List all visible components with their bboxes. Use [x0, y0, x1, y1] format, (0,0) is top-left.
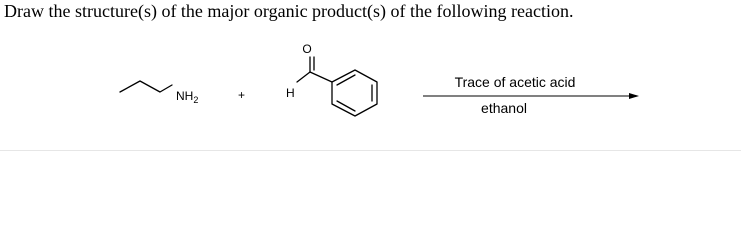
benzaldehyde-structure	[286, 42, 377, 116]
benzene-ring	[332, 70, 377, 116]
amine-group-label: $NH_2$	[176, 89, 199, 105]
reaction-arrow-group	[423, 74, 639, 116]
reaction-arrow-head	[629, 93, 639, 99]
propylamine-structure	[120, 81, 198, 105]
ring-double-bond-3	[337, 101, 355, 111]
plus-sign: +	[238, 88, 246, 102]
condition-above-arrow: Trace of acetic acid	[454, 74, 576, 90]
condition-below-arrow: ethanol	[481, 100, 527, 116]
aldehyde-c-h-bond	[297, 72, 310, 82]
propylamine-carbon-chain	[120, 81, 172, 92]
carbonyl-ring-bond	[310, 72, 332, 82]
carbonyl-oxygen-label: O	[302, 42, 312, 56]
aldehyde-hydrogen-label: H	[286, 86, 295, 100]
ring-double-bond-1	[337, 75, 355, 85]
bottom-divider	[0, 150, 741, 151]
question-prompt: Draw the structure(s) of the major organic product(s) of the following reaction.	[4, 1, 574, 21]
